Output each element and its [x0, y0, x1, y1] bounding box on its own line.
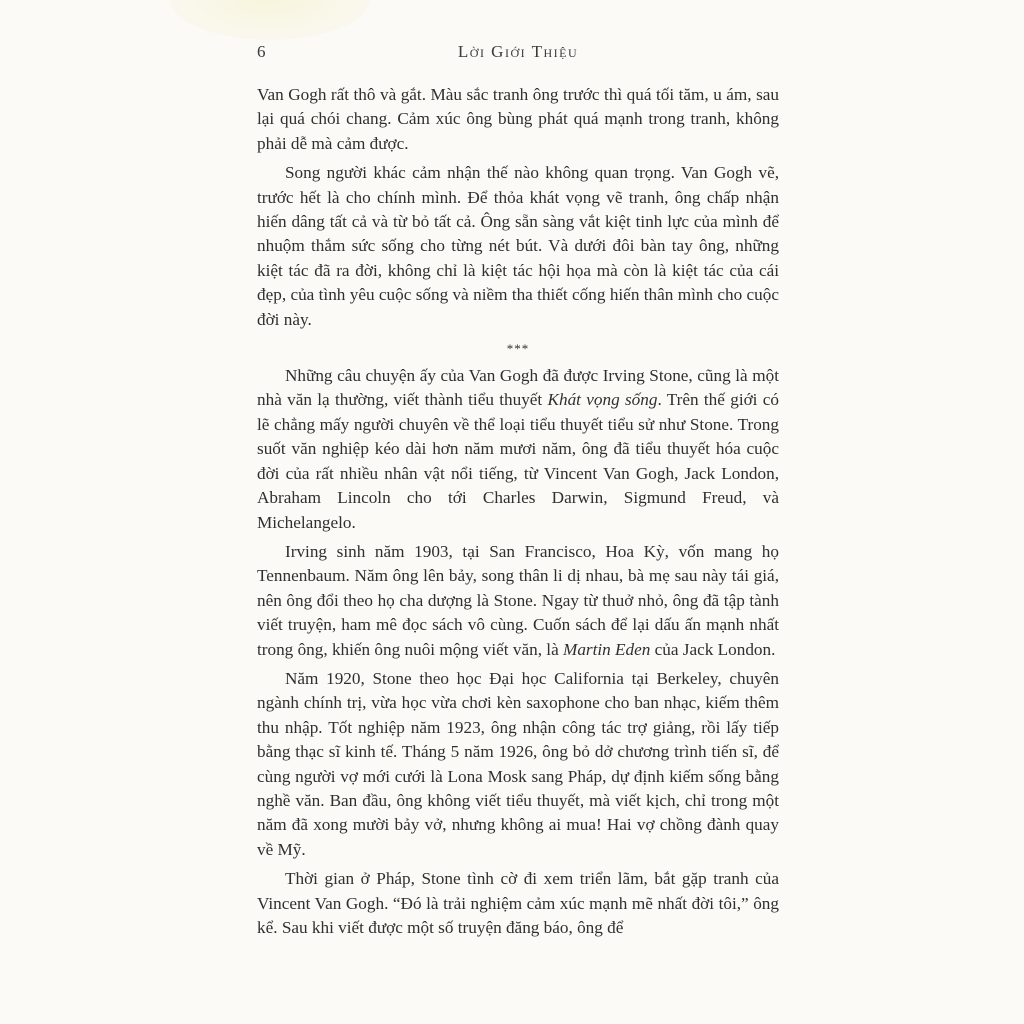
- book-title: Martin Eden: [563, 639, 651, 659]
- scene-break: ***: [506, 341, 530, 357]
- paragraph-text: Những câu chuyện ấy của Van Gogh đã được Irving Stone, cũng là một nhà văn lạ thường, viết thành tiểu thuyết: [257, 366, 779, 410]
- paragraph: Thời gian ở Pháp, Stone tình cờ đi xem triển lãm, bắt gặp tranh của Vincent Van Gogh. “Đó là trải nghiệm cảm xúc mạnh mẽ nhất đời tôi,” ông kể. Sau khi viết được một số truyện đăng báo, ông để: [257, 869, 779, 937]
- body-text: [257, 83, 779, 945]
- page-number: 6: [257, 42, 267, 61]
- paragraph-text: Irving sinh năm 1903, tại San Francisco, Hoa Kỳ, vốn mang họ Tennenbaum. Năm ông lên bảy, song thân li dị nhau, bà mẹ sau này tái giá, nên ông đổi theo họ cha dượng là Stone. Ngay từ thuở nhỏ, ông đã tập tành viết truyện, ham mê đọc sách vô cùng. Cuốn sách để lại dấu ấn mạnh nhất trong ông, khiến ông nuôi mộng viết văn, là: [257, 541, 779, 659]
- paragraph-text: . Trên thế giới có lẽ chẳng mấy người chuyên về thể loại tiểu thuyết tiểu sử như Stone. Trong suốt văn nghiệp kéo dài hơn năm mươi năm, ông đã tiểu thuyết hóa cuộc đời của rất nhiều nhân vật nổi tiếng, từ Vincent Van Gogh, Jack London, Abraham Lincoln cho tới Charles Darwin, Sigmund Freud, và Michelangelo.: [257, 390, 779, 532]
- paragraph: [257, 364, 779, 535]
- book-title: Khát vọng sống: [547, 390, 658, 410]
- paragraph: Van Gogh rất thô và gắt. Màu sắc tranh ông trước thì quá tối tăm, u ám, sau lại quá chói chang. Cảm xúc ông bùng phát quá mạnh trong tranh, không phải dễ mà cảm được.: [257, 85, 779, 153]
- paper-highlight: [170, 0, 370, 40]
- paragraph: Song người khác cảm nhận thế nào không quan trọng. Van Gogh vẽ, trước hết là cho chính mình. Để thỏa khát vọng vẽ tranh, ông chấp nhận hiến dâng tất cả và từ bỏ tất cả. Ông sẵn sàng vắt kiệt tinh lực của mình để nhuộm thắm sức sống cho từng nét bút. Và dưới đôi bàn tay ông, những kiệt tác đã ra đời, không chỉ là kiệt tác hội họa mà còn là kiệt tác của cái đẹp, của tình yêu cuộc sống và niềm tha thiết cống hiến thân mình cho cuộc đời này.: [257, 163, 779, 329]
- paragraph: Năm 1920, Stone theo học Đại học California tại Berkeley, chuyên ngành chính trị, vừa học vừa chơi kèn saxophone cho ban nhạc, kiếm thêm thu nhập. Tốt nghiệp năm 1923, ông nhận công tác trợ giảng, rồi lấy tiếp bằng thạc sĩ kinh tế. Tháng 5 năm 1926, ông bỏ dở chương trình tiến sĩ, để cùng người vợ mới cưới là Lona Mosk sang Pháp, dự định kiếm sống bằng nghề văn. Ban đầu, ông không viết tiểu thuyết, mà viết kịch, chỉ trong một năm đã xong mười bảy vở, nhưng không ai mua! Hai vợ chồng đành quay về Mỹ.: [257, 668, 779, 859]
- paragraph: [257, 540, 779, 662]
- running-title: Lời Giới Thiệu: [457, 42, 579, 61]
- paragraph-text: của Jack London.: [650, 639, 776, 659]
- page-header: [257, 42, 779, 68]
